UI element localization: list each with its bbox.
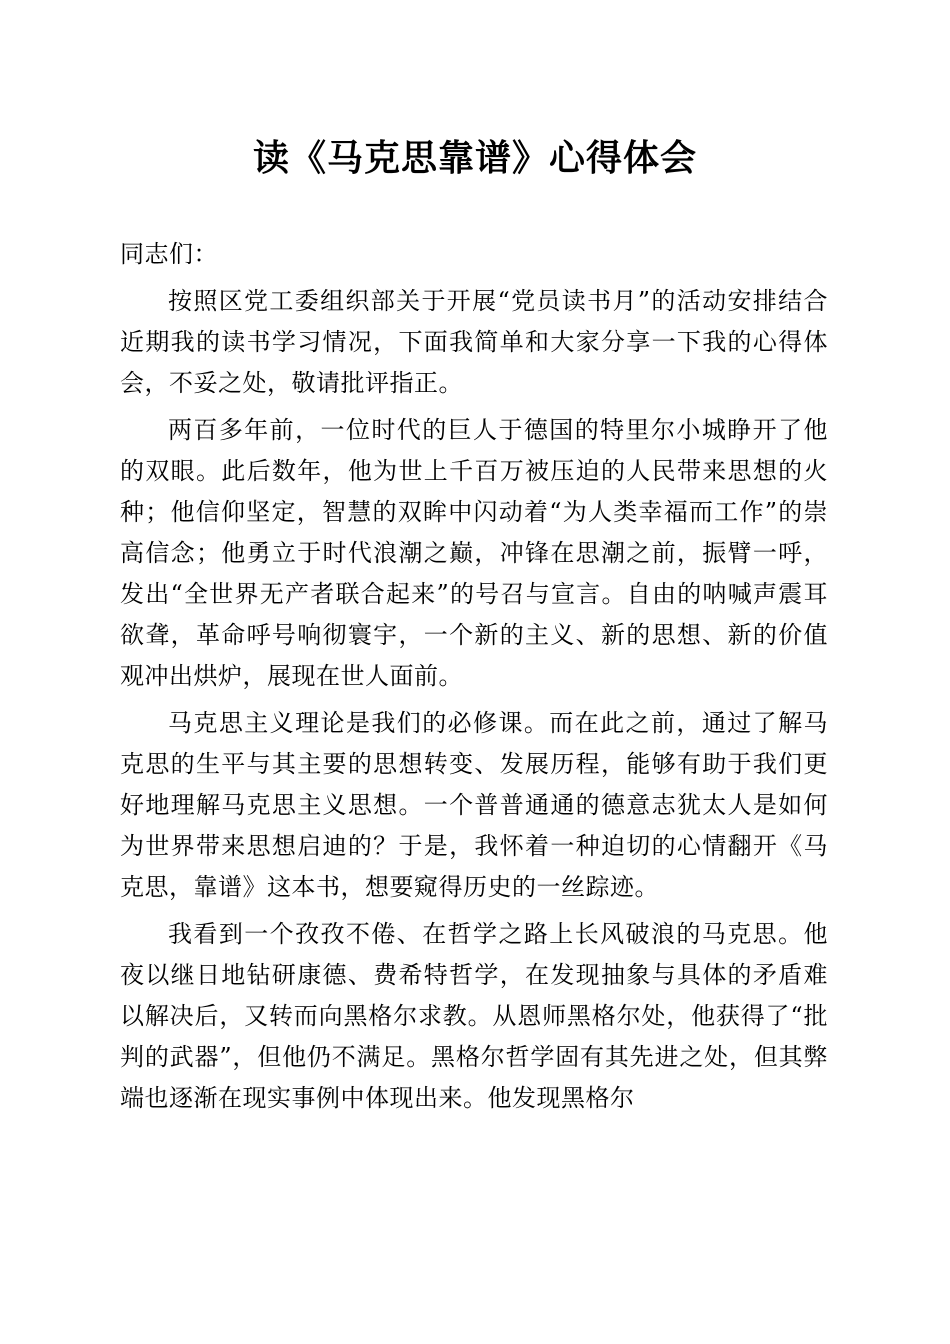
salutation: 同志们： [120, 240, 218, 268]
paragraph-history: 两百多年前，一位时代的巨人于德国的特里尔小城睁开了他的双眼。此后数年，他为世上千百万被压迫的人民带来思想的火种；他信仰坚定，智慧的双眸中闪动着“为人类幸福而工作”的崇高信念；他勇立于时代浪潮之巅，冲锋在思潮之前，振臂一呼，发出“全世界无产者联合起来”的号召与宣言。自由的呐喊声震耳欲聋，革命呼号响彻寰宇，一个新的主义、新的思想、新的价值观冲出烘炉，展现在世人面前。 [120, 416, 828, 690]
paragraph-intro: 按照区党工委组织部关于开展“党员读书月”的活动安排结合近期我的读书学习情况，下面我简单和大家分享一下我的心得体会，不妥之处，敬请批评指正。 [120, 287, 828, 397]
document-body [120, 234, 828, 1125]
page-title: 读《马克思靠谱》心得体会 [252, 137, 697, 179]
paragraph-philosophy: 我看到一个孜孜不倦、在哲学之路上长风破浪的马克思。他夜以继日地钻研康德、费希特哲学，在发现抽象与具体的矛盾难以解决后，又转而向黑格尔求教。从恩师黑格尔处，他获得了“批判的武器”，但他仍不满足。黑格尔哲学固有其先进之处，但其弊端也逐渐在现实事例中体现出来。他发现黑格尔 [120, 920, 828, 1112]
paragraph-theory: 马克思主义理论是我们的必修课。而在此之前，通过了解马克思的生平与其主要的思想转变、发展历程，能够有助于我们更好地理解马克思主义思想。一个普普通通的德意志犹太人是如何为世界带来思想启迪的？于是，我怀着一种迫切的心情翻开《马克思，靠谱》这本书，想要窥得历史的一丝踪迹。 [120, 709, 828, 901]
